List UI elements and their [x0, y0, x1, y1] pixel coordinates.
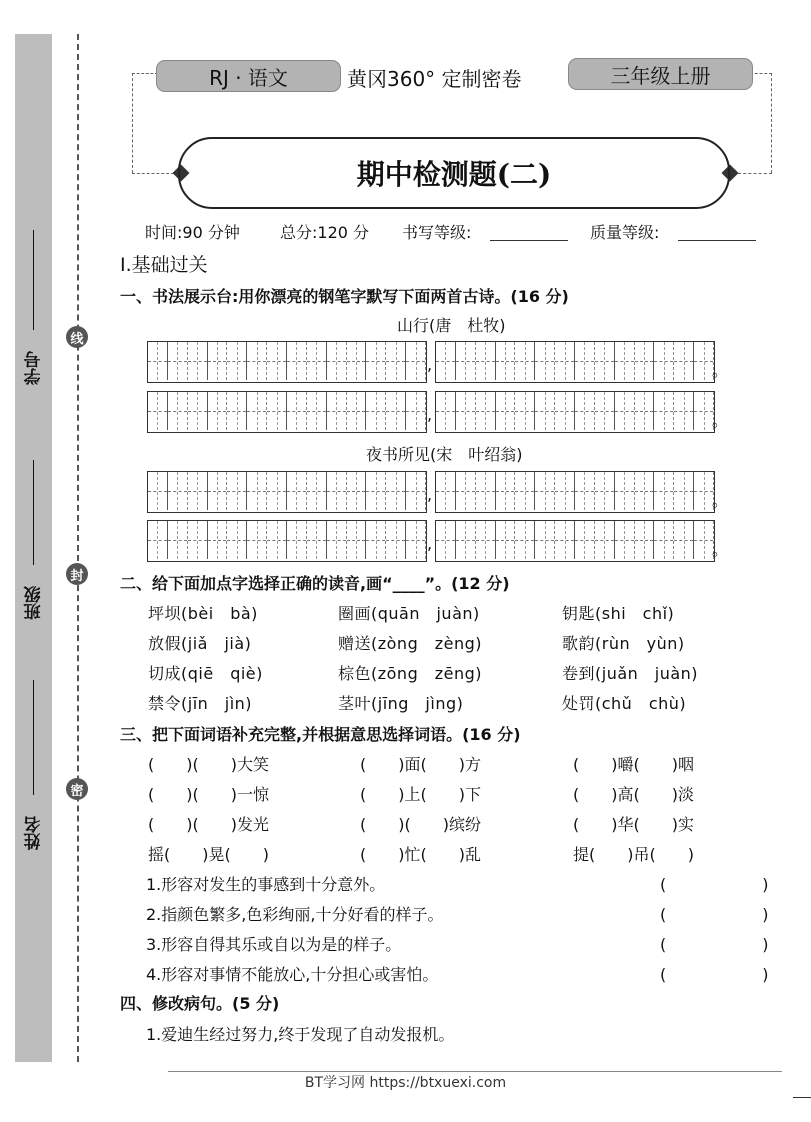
comma: , — [427, 534, 433, 553]
definition-item: 1.形容对发生的事感到十分意外。 — [146, 875, 386, 894]
idiom-item[interactable]: ( )( )发光 — [148, 815, 269, 834]
cut-line — [77, 34, 79, 1062]
idiom-item[interactable]: ( )高( )淡 — [573, 785, 694, 804]
score-info: 总分:120 分 — [280, 223, 370, 242]
poem2-line2-a[interactable] — [147, 520, 427, 562]
pinyin-item[interactable]: 处罚(chǔ chù) — [562, 694, 687, 713]
pinyin-item[interactable]: 赠送(zòng zèng) — [338, 634, 483, 653]
definition-item: 4.形容对事情不能放心,十分担心或害怕。 — [146, 965, 439, 984]
page-edge-mark — [793, 1097, 811, 1098]
comma: , — [427, 485, 433, 504]
header-dash-left-v — [132, 73, 133, 173]
footer-watermark: BT学习网 https://btxuexi.com — [304, 1075, 507, 1091]
idiom-item[interactable]: ( )( )大笑 — [148, 755, 269, 774]
poem1-title: 山行(唐 杜牧) — [397, 316, 506, 335]
pinyin-item[interactable]: 坪坝(bèi bà) — [148, 604, 258, 623]
class-label: 班级 — [24, 586, 45, 620]
poem2-title: 夜书所见(宋 叶绍翁) — [366, 445, 523, 464]
q2-title: 二、给下面加点字选择正确的读音,画“____”。(12 分) — [120, 574, 510, 593]
poem2-line1-b[interactable] — [435, 471, 715, 513]
pinyin-item[interactable]: 棕色(zōng zēng) — [338, 664, 483, 683]
quality-grade-field[interactable] — [678, 224, 756, 241]
pinyin-item[interactable]: 禁令(jīn jìn) — [148, 694, 253, 713]
answer-blank[interactable]: ( ) — [660, 875, 769, 894]
period: 。 — [712, 411, 729, 430]
idiom-item[interactable]: ( )嚼( )咽 — [573, 755, 694, 774]
pinyin-item[interactable]: 圈画(quān juàn) — [338, 604, 480, 623]
header-dash-left-b — [132, 173, 174, 174]
quality-grade-label: 质量等级: — [590, 223, 660, 242]
idiom-item[interactable]: ( )忙( )乱 — [360, 845, 481, 864]
seal-feng: 封 — [66, 563, 88, 585]
header-dash-right-b — [738, 173, 772, 174]
idiom-item[interactable]: ( )( )一惊 — [148, 785, 269, 804]
poem1-line2-b[interactable] — [435, 391, 715, 433]
poem1-line1-a[interactable] — [147, 341, 427, 383]
idiom-item[interactable]: ( )( )缤纷 — [360, 815, 481, 834]
pinyin-item[interactable]: 茎叶(jīng jìng) — [338, 694, 464, 713]
name-label: 姓名 — [24, 816, 45, 850]
comma: , — [427, 405, 433, 424]
pinyin-item[interactable]: 钥匙(shi chǐ) — [562, 604, 675, 623]
poem2-line2-b[interactable] — [435, 520, 715, 562]
comma: , — [427, 355, 433, 374]
time-info: 时间:90 分钟 — [145, 223, 240, 242]
answer-blank[interactable]: ( ) — [660, 965, 769, 984]
idiom-item[interactable]: ( )面( )方 — [360, 755, 481, 774]
student-id-label: 学号 — [24, 351, 45, 385]
idiom-item[interactable]: ( )华( )实 — [573, 815, 694, 834]
pinyin-item[interactable]: 切成(qiē qiè) — [148, 664, 263, 683]
pinyin-item[interactable]: 卷到(juǎn juàn) — [562, 664, 699, 683]
writing-grade-field[interactable] — [490, 224, 568, 241]
seal-mi: 密 — [66, 778, 88, 800]
idiom-item[interactable]: ( )上( )下 — [360, 785, 481, 804]
q3-title: 三、把下面词语补充完整,并根据意思选择词语。(16 分) — [120, 725, 521, 744]
q1-title: 一、书法展示台:用你漂亮的钢笔字默写下面两首古诗。(16 分) — [120, 287, 569, 306]
answer-blank[interactable]: ( ) — [660, 935, 769, 954]
name-line[interactable] — [33, 680, 34, 795]
q4-title: 四、修改病句。(5 分) — [120, 994, 280, 1013]
subject-pill: RJ · 语文 — [156, 60, 341, 92]
grade-pill: 三年级上册 — [568, 58, 753, 90]
header-dash-right — [750, 73, 772, 74]
idiom-item[interactable]: 提( )吊( ) — [573, 845, 694, 864]
seal-xian: 线 — [66, 326, 88, 348]
class-line[interactable] — [33, 460, 34, 565]
period: 。 — [712, 540, 729, 559]
header-dash-left — [132, 73, 158, 74]
poem1-line2-a[interactable] — [147, 391, 427, 433]
header-dash-right-v — [771, 73, 772, 173]
sentence-item: 1.爱迪生经过努力,终于发现了自动发报机。 — [146, 1025, 455, 1044]
definition-item: 3.形容自得其乐或自以为是的样子。 — [146, 935, 402, 954]
pinyin-item[interactable]: 放假(jiǎ jià) — [148, 634, 252, 653]
idiom-item[interactable]: 摇( )晃( ) — [148, 845, 269, 864]
exam-title: 期中检测题(二) — [178, 137, 730, 209]
definition-item: 2.指颜色繁多,色彩绚丽,十分好看的样子。 — [146, 905, 444, 924]
series-label: 黄冈360° 定制密卷 — [347, 67, 522, 91]
poem1-line1-b[interactable] — [435, 341, 715, 383]
part-heading: Ⅰ.基础过关 — [120, 254, 208, 276]
poem2-line1-a[interactable] — [147, 471, 427, 513]
student-id-line[interactable] — [33, 230, 34, 330]
period: 。 — [712, 491, 729, 510]
pinyin-item[interactable]: 歌韵(rùn yùn) — [562, 634, 685, 653]
period: 。 — [712, 361, 729, 380]
writing-grade-label: 书写等级: — [402, 223, 472, 242]
answer-blank[interactable]: ( ) — [660, 905, 769, 924]
